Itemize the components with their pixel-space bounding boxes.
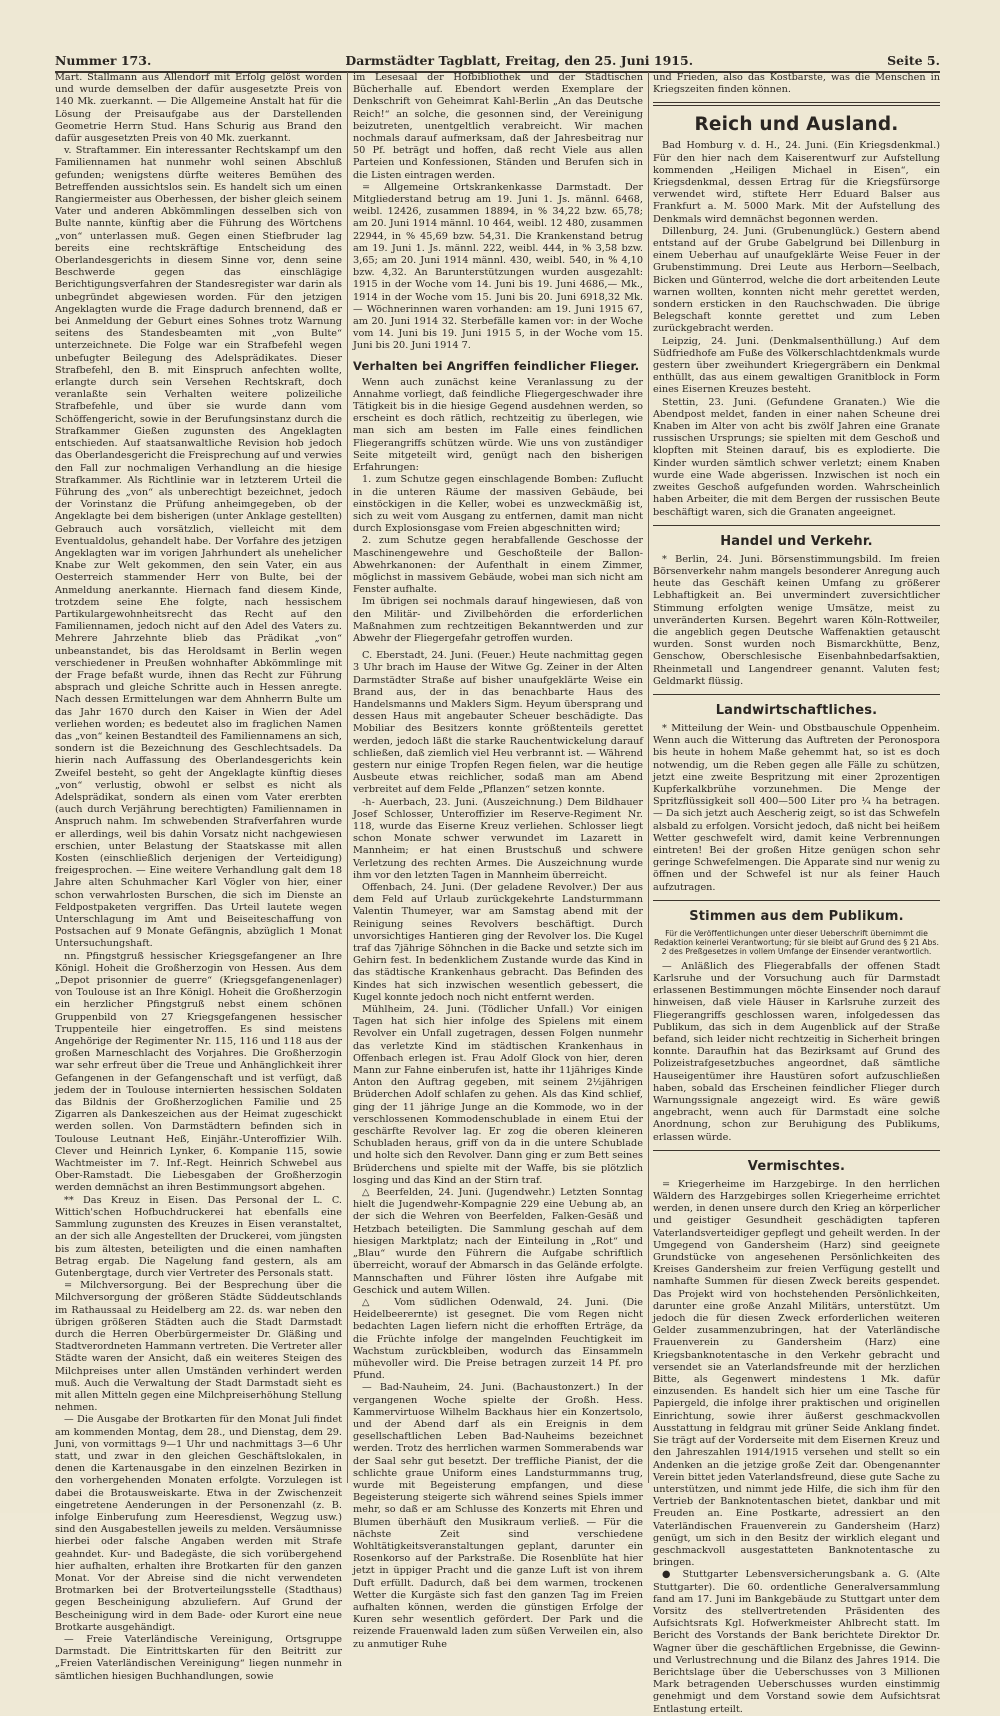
article-milchversorgung: = Milchversorgung. Bei der Besprechung über die Milchversorgung der größeren Städte Süddeutschlands im Rathaussaal zu Heidelberg am 22. ds. war neben den übrigen größeren Städten auch die Stadt Darmstadt durch die Herren Oberbürgermeister Dr. Gläßing und Stadtverordneten Hammann vertreten. Die Vertreter aller Städte waren der Ansicht, daß ein weiteres Steigen des Milchpreises unter allen Umständen verhindert werden muß. Auch die Verwaltung der Stadt Darmstadt sieht es mit allen Mitteln gegen eine Milchpreiserhöhung Stellung nehmen. — [55, 1280, 342, 1414]
section-divider — [653, 900, 940, 901]
article-kreuz-in-eisen: ** Das Kreuz in Eisen. Das Personal der L. C. Wittich'schen Hofbuchdruckerei hat ebenfalls eine Sammlung zugunsten des Kreuzes in Eisen veranstaltet, an der sich alle Angestellten der Druckerei, vom jüngsten bis zum ältesten, beteiligten und die einen namhaften Betrag ergab. Die Nagelung fand gestern, als am Gutenbergtage, durch vier Vertreter des Personals statt. — [55, 1194, 342, 1279]
article-bad-homburg: Bad Homburg v. d. H., 24. Juni. (Ein Kriegsdenkmal.) Für den hier nach dem Kaiserentwurf zur Aufstellung kommenden „Heiligen Michael in Eisen“, ein Kriegsdenkmal, dessen Ertrag für die Kriegsfürsorge verwendet wird, stiftete Herr Eduard Balser aus Frankfurt a. M. 5000 Mark. Mit der Aufstellung des Denkmals wird demnächst begonnen werden. — [653, 140, 940, 225]
section-divider — [653, 1150, 940, 1151]
page-number: Seite 5. — [887, 53, 940, 68]
article-kriegerheime: = Kriegerheime im Harzgebirge. In den herrlichen Wäldern des Harzgebirges sollen Kriegerheime errichtet werden, in denen unsere durch den Krieg an körperlicher und geistiger Gesundheit geschädigten tapferen Vaterlandsverteidiger gepflegt und geheilt werden. In der Umgegend von Gandersheim (Harz) sind geeignete Grundstücke von angesehenen Persönlichkeiten des Kreises Gandersheim zur freien Verfügung gestellt und namhafte Summen für diesen Zweck bereits gespendet. Das Projekt wird von hochstehenden Persönlichkeiten, darunter eine große Anzahl Militärs, unterstützt. Um jedoch die für diesen Zweck erforderlichen weiteren Gelder zusammenzubringen, hat der Vaterländische Frauenverein zu Gandersheim (Harz) eine Kriegsbanknotentasche in den Verkehr gebracht und versendet sie an Vaterlandsfreunde mit der herzlichen Bitte, als Gegenwert mindestens 1 Mk. dafür einzusenden. Es handelt sich hier um eine Tasche für Papiergeld, die infolge ihrer praktischen und originellen Einrichtung, sowie ihrer äußerst geschmackvollen Ausstattung in feldgrau mit grüner Seide Anklang findet. Sie trägt auf der Vorderseite mit dem Eisernen Kreuz und den Jahreszahlen 1914/1915 versehen und stellt so ein Andenken an die jetzige große Zeit dar. Obengenannter Verein bittet jeden Vaterlandsfreund, diese gute Sache zu unterstützen, und nimmt jede Hilfe, die sich ihm für den Vertrieb der Banknotentaschen bietet, dankbar und mit Freuden an. Eine Postkarte, adressiert an den Vaterländischen Frauenverein zu Gandersheim (Harz) genügt, um sich in den Besitz der wirklich elegant und geschmackvoll ausgestatteten Banknotentasche zu bringen. — [653, 1178, 940, 1569]
masthead-title: Darmstädter Tagblatt, Freitag, den 25. Juni 1915. — [345, 53, 694, 68]
column-1 — [55, 72, 342, 1682]
section-heading-flieger: Verhalten bei Angriffen feindlicher Flieger. — [353, 358, 640, 373]
editorial-disclaimer: Für die Veröffentlichungen unter dieser Ueberschrift übernimmt die Redaktion keinerlei Verantwortung; für sie bleibt auf Grund des § 21 Abs. 2 des Preßgesetzes in vollem Umfange der Einsender verantwortlich. — [654, 928, 939, 956]
section-divider — [653, 105, 940, 106]
article-eberstadt: C. Eberstadt, 24. Juni. (Feuer.) Heute nachmittag gegen 3 Uhr brach im Hause der Witwe Gg. Zeiner in der Alten Darmstädter Straße auf bisher unaufgeklärte Weise ein Brand aus, der in das benachbarte Haus des Handelsmanns und Maklers Sigm. Heyum übersprang und dessen Haus mit angebauter Scheuer beschädigte. Das Mobiliar des Besitzers konnte größtenteils gerettet werden, jedoch läßt die starke Rauchentwickelung darauf schließen, daß ziemlich viel Heu verbrannt ist. — Während gestern nur einige Tropfen Regen fielen, war die heutige Ausbeute etwas reichlicher, sodaß man am Abend verbreitet auf dem Felde „Pflanzen“ setzen konnte. — [353, 650, 643, 796]
column-rule-1 — [347, 72, 348, 1483]
flieger-point-2: 2. zum Schutze gegen herabfallende Geschosse der Maschinengewehre und Geschoßteile der Ballon-Abwehrkanonen: der Aufenthalt in einem Zimmer, möglichst in massivem Gebäude, wobei man sich nicht am Fenster aufhalte. — [353, 535, 643, 596]
article-ortskrankenkasse: = Allgemeine Ortskrankenkasse Darmstadt. Der Mitgliederstand betrug am 19. Juni 1. Js. männl. 6468, weibl. 12426, zusammen 18894, in % 34,22 bzw. 65,78; am 20. Juni 1914 männl. 10 464, weibl. 12 480, zusammen 22944, in % 45,69 bzw. 54,31. Die Krankenstand betrug am 19. Juni 1. Js. männl. 222, weibl. 444, in % 3,58 bzw. 3,65; am 20. Juni 1914 männl. 430, weibl. 540, in % 4,10 bzw. 4,32. An Barunterstützungen wurden ausgezahlt: 1915 in der Woche vom 14. Juni bis 19. Juni 4686,— Mk., 1914 in der Woche vom 15. Juni bis 20. Juni 6918,32 Mk. — Wöchnerinnen waren vorhanden: am 19. Juni 1915 67, am 20. Juni 1914 32. Sterbefälle kamen vor: in der Woche vom 14. Juni bis 19. Juni 1915 5, in der Woche vom 15. Juni bis 20. Juni 1914 7. — [353, 181, 643, 352]
article-vaterlaendische-vereinigung: — Freie Vaterländische Vereinigung, Ortsgruppe Darmstadt. Die Eintrittskarten für den Beitritt zur „Freien Vaterländischen Vereinigung“ liegen nunmehr in sämtlichen hiesigen Buchhandlungen, sowie — [55, 1634, 342, 1682]
section-heading-landwirtschaft: Landwirtschaftliches. — [715, 702, 878, 718]
section-divider — [653, 694, 940, 695]
article-dillenburg: Dillenburg, 24. Juni. (Grubenunglück.) Gestern abend entstand auf der Grube Gabelgrund bei Dillenburg in einem Ueberhau auf unaufgeklärte Weise Feuer in der Grubenstimmung. Drei Leute aus Herborn—Seelbach, Bicken und Günterrod, welche die dort arbeitenden Leute warnen wollten, konnten nicht mehr gerettet werden, sondern ersticken in den Rauchschwaden. Die übrige Belegschaft konnte gerettet und zum Leben zurückgebracht werden. — [653, 225, 940, 335]
article-continued: im Lesesaal der Hofbibliothek und der Städtischen Bücherhalle auf. Ebendort werden Exemplare der Denkschrift von Geheimrat Kahl-Berlin „An das Deutsche Reich!“ an solche, die gesonnen sind, der Vereinigung beizutreten, unentgeltlich verabreicht. Wir machen nochmals darauf aufmerksam, daß der Jahresbeitrag nur 50 Pf. beträgt und hoffen, daß recht Viele aus allen Parteien und Konfessionen, Ständen und Berufen sich in die Listen eintragen werden. — [353, 72, 643, 181]
column-rule-2 — [648, 72, 649, 1483]
flieger-closing: Im übrigen sei nochmals darauf hingewiesen, daß von den Militär- und Zivilbehörden die erforderlichen Maßnahmen zum rechtzeitigen Bekanntwerden und zur Abwehr der Fliegergefahr getroffen wurden. — [353, 596, 643, 644]
article-beerfelden: △ Beerfelden, 24. Juni. (Jugendwehr.) Letzten Sonntag hielt die Jugendwehr-Kompagnie 229 eine Uebung ab, an der sich die Wehren von Beerfelden, Falken-Gesäß und Hetzbach beteiligten. Die Sammlung geschah auf dem hiesigen Marktplatz; nach der Einteilung in „Rot“ und „Blau“ wurde den Führern die Aufgabe schriftlich überreicht, worauf der Abmarsch in das Gelände erfolgte. Mannschaften und Führer lösten ihre Aufgabe mit Geschick und autem Willen. — [353, 1187, 643, 1296]
article-muehlheim: Mühlheim, 24. Juni. (Tödlicher Unfall.) Vor einigen Tagen hat sich hier infolge des Spielens mit einem Revolver ein Unfall zugetragen, dessen Folgen nunmehr das verletzte Kind im städtischen Krankenhaus in Offenbach erlegen ist. Frau Adolf Glock von hier, deren Mann zur Fahne einberufen ist, hatte ihr 11jähriges Kinde Anton den Auftrag gegeben, mit seinem 2½jährigen Brüderchen Adolf schlafen zu gehen. Als das Kind schlief, ging der 11 jährige Junge an die Kommode, wo in der verschlossenen Kommodenschublade in einem Etui der geschärfte Revolver lag. Er zog die oberen kleineren Schubladen heraus, griff von da in die untere Schublade und holte sich den Revolver. Dann ging er zum Bett seines Brüderchens und spielte mit der Waffe, bis sie plötzlich losging und das Kind an der Stirn traf. — [353, 1004, 643, 1186]
section-heading-stimmen: Stimmen aus dem Publikum. — [689, 908, 904, 924]
page-header — [55, 42, 940, 73]
article-preisaufgabe: Mart. Stallmann aus Allendorf mit Erfolg gelöst worden und wurde demselben der dafür ausgesetzte Preis von 140 Mk. zuerkannt. — Die Allgemeine Anstalt hat für die Lösung der Preisaufgabe aus der Darstellenden Geometrie Herrn Stud. Hans Schurig aus Brand den dafür ausgesetzten Preis von 40 Mk. zuerkannt. — [55, 72, 342, 145]
article-brotkarten: — Die Ausgabe der Brotkarten für den Monat Juli findet am kommenden Montag, dem 28., und Dienstag, dem 29. Juni, von vormittags 9—1 Uhr und nachmittags 3—6 Uhr statt, und zwar in den gleichen Geschäftslokalen, in denen die Kartenausgabe in den einzelnen Bezirken in den vorhergehenden Monaten erfolgte. Vorzulegen ist dabei die Brotausweiskarte. Etwa in der Zwischenzeit eingetretene Aenderungen in der Personenzahl (z. B. infolge Einberufung zum Heeresdienst, Wegzug usw.) sind den Ausgabestellen jeweils zu melden. Versäumnisse hierbei oder falsche Angaben werden mit Strafe geahndet. Kur- und Badegäste, die sich vorübergehend hier aufhalten, erhalten ihre Brotkarten für den ganzen Monat. Vor der Abreise sind die nicht verwendeten Brotmarken bei der Brotverteilungsstelle (Stadthaus) gegen Bescheinigung abzuliefern. Auf Grund der Bescheinigung wird in dem Bade- oder Kurort eine neue Brotkarte ausgehändigt. — [55, 1414, 342, 1633]
section-heading-vermischtes: Vermischtes. — [747, 1158, 846, 1174]
article-offenbach: Offenbach, 24. Juni. (Der geladene Revolver.) Der aus dem Feld auf Urlaub zurückgekehrte Landsturmmann Valentin Thumeyer, war am Samstag abend mit der Reinigung seines Revolvers beschäftigt. Durch unvorsichtiges Hantieren ging der Revolver los. Die Kugel traf das 7jährige Söhnchen in die Backe und setzte sich im Gehirn fest. In bedenklichem Zustande wurde das Kind in das städtische Krankenhaus gebracht. Das Befinden des Kindes hat sich inzwischen wesentlich gebessert, die Kugel konnte jedoch noch nicht entfernt werden. — [353, 882, 643, 1003]
article-boerse: * Berlin, 24. Juni. Börsenstimmungsbild. Im freien Börsenverkehr nahm mangels besonderer Anregung auch heute das Geschäft keinen Umfang zu größerer Lebhaftigkeit an. Bei unvermindert zuversichtlicher Stimmung erfolgten wenige Umsätze, meist zu unveränderten Kursen. Begehrt waren Köln-Rottweiler, die angeblich gegen Deutsche Waffenaktien getauscht wurden. Sonst wurden noch Bismarckhütte, Benz, Genschow, Oberschlesische Eisenbahnbedarfsaktien, Rheinmetall und Langendreer genannt. Valuten fest; Geldmarkt flüssig. — [653, 553, 940, 687]
column-3 — [653, 72, 940, 1715]
article-bad-nauheim: — Bad-Nauheim, 24. Juni. (Bachaustonzert.) In der vergangenen Woche spielte der Großh. Hess. Kammervirtuose Wilhelm Backhaus hier ein Konzertsolo, und der Abend darf als ein Ereignis in dem gesellschaftlichen Leben Bad-Nauheims bezeichnet werden. Trotz des herrlichen warmen Sommerabends war der Saal sehr gut besetzt. Der treffliche Pianist, der die schlichte graue Uniform eines Landsturmmanns trug, wurde mit Begeisterung empfangen, und diese Begeisterung steigerte sich während seines Spiels immer mehr, so daß er am Schlusse des Konzerts mit Ehren und Blumen überhäuft den Musikraum verließ. — Für die nächste Zeit sind verschiedene Wohltätigkeitsveranstaltungen geplant, darunter ein Rosenkorso auf der Parkstraße. Die Rosenblüte hat hier jetzt in üppiger Pracht und die ganze Luft ist von ihrem Duft erfüllt. Dadurch, daß bei dem warmen, trockenen Wetter die Kurgäste sich fast den ganzen Tag im Freien aufhalten können, werden die günstigen Erfolge der Kuren sehr wesentlich gefördert. Der Park und die reizende Frauenwald laden zum süßen Verweilen ein, also zu anmutiger Ruhe — [353, 1382, 643, 1650]
flieger-point-1: 1. zum Schutze gegen einschlagende Bomben: Zuflucht in die unteren Räume der massiven Gebäude, bei einstöckigen in die Keller, wobei es unzweckmäßig ist, sich zu weit vom Ausgang zu entfernen, damit man nicht durch Explosionsgase vom Freien abgeschnitten wird; — [353, 474, 643, 535]
column-2 — [353, 72, 643, 1650]
issue-number: Nummer 173. — [55, 53, 152, 68]
section-heading-reich: Reich und Ausland. — [694, 114, 899, 136]
article-stettin: Stettin, 23. Juni. (Gefundene Granaten.) Wie die Abendpost meldet, fanden in einer nahen Scheune drei Knaben im Alter von acht bis zwölf Jahren eine Granate russischen Ursprungs; sie spielten mit dem Geschoß und klopften mit Steinen darauf, bis es explodierte. Die Kinder wurden sämtlich schwer verletzt; einem Knaben wurde eine Wade abgerissen. Inzwischen ist noch ein zweites Geschoß aufgefunden worden. Wahrscheinlich haben Arbeiter, die mit dem Bergen der russischen Beute beschäftigt waren, sich die Granaten angeeignet. — [653, 396, 940, 518]
article-oppenheim: * Mitteilung der Wein- und Obstbauschule Oppenheim. Wenn auch die Witterung das Auftreten der Peronospora bis heute in hohem Maße gehemmt hat, so ist es doch notwendig, um die Reben gegen alle Fälle zu schützen, jetzt eine zweite Bespritzung mit einer 2prozentigen Kupferkalkbrühe vorzunehmen. Die Menge der Spritzflüssigkeit soll 400—500 Liter pro ¼ ha betragen. — Da sich jetzt auch Aescherig zeigt, so ist das Schwefeln alsbald zu erfolgen. Vorsicht jedoch, daß nicht bei heißem Wetter geschwefelt wird, damit keine Verbrennungen eintreten! Bei der großen Hitze genügen schon sehr geringe Schwefelmengen. Die Apparate sind nur wenig zu öffnen und der Schwefel ist nur als feiner Hauch aufzutragen. — [653, 722, 940, 893]
article-continued: und Frieden, also das Kostbarste, was die Menschen in Kriegszeiten finden können. — [653, 72, 940, 96]
section-divider — [653, 102, 940, 103]
article-pfingstgruss: nn. Pfingstgruß hessischer Kriegsgefangener an Ihre Königl. Hoheit die Großherzogin von Hessen. Aus dem „Depot prisonnier de guerre“ (Kriegsgefangenenlager) von Toulouse ist an Ihre Königl. Hoheit die Großherzogin ein herzlicher Pfingstgruß nebst einem schönen Gruppenbild von 27 Kriegsgefangenen hessischer Truppenteile hier eingetroffen. Es sind meistens Angehörige der Regimenter Nr. 115, 116 und 118 aus der großen Marneschlacht des Vorjahres. Die Großherzogin war sehr erfreut über die Treue und Anhänglichkeit ihrer Gefangenen in der Gefangenschaft und ist verfügt, daß jedem der in Toulouse internierten hessischen Soldaten das Bildnis der Großherzoglichen Familie und 25 Zigarren als Dankeszeichen aus der Heimat zugeschickt werden sollen. Von Darmstädtern befinden sich in Toulouse Leutnant Heß, Einjähr.-Unteroffizier Wilh. Clever und Heinrich Lynker, 6. Kompanie 115, sowie Wachtmeister im 7. Inf.-Regt. Heinrich Schwebel aus Ober-Ramstadt. Die Liebesgaben der Großherzogin werden demnächst an ihren Bestimmungsort abgehen. — [55, 950, 342, 1194]
section-divider — [653, 525, 940, 526]
article-leipzig: Leipzig, 24. Juni. (Denkmalsenthüllung.) Auf dem Südfriedhofe am Fuße des Völkerschlachtdenkmals wurde gestern über zweihundert Kriegergräbern ein Denkmal enthüllt, das aus einem gewaltigen Granitblock in Form eines Eisernen Kreuzes besteht. — [653, 335, 940, 396]
section-heading-handel: Handel und Verkehr. — [720, 533, 873, 549]
article-stuttgarter: ● Stuttgarter Lebensversicherungsbank a. G. (Alte Stuttgarter). Die 60. ordentliche Generalversammlung fand am 17. Juni im Bankgebäude zu Stuttgart unter dem Vorsitz des stellvertretenden Präsidenten des Aufsichtsrats Kgl. Hofwerkmeister Ahlbrecht statt. Im Bericht des Vorstands der Bank berichtete Direktor Dr. Wagner über die geschäftlichen Ergebnisse, die Gewinn- und Verlustrechnung und die Bilanz des Jahres 1914. Die Berichtslage über die Ueberschusses von 3 Millionen Mark betragenden Ueberschusses wurden einstimmig genehmigt und dem Vorstand sowie dem Aufsichtsrat Entlastung erteilt. — [653, 1569, 940, 1715]
article-stimmen: — Anläßlich des Fliegerabfalls der offenen Stadt Karlsruhe und der Vorsuchung auch für Darmstadt erlassenen Bestimmungen möchte Einsender noch darauf hinweisen, daß viele Häuser in Karlsruhe zurzeit des Fliegerangriffs geschlossen waren, infolgedessen das Publikum, das sich in dem Augenblick auf der Straße befand, sich leider nicht rechtzeitig in Sicherheit bringen konnte. Daraufhin hat das Bezirksamt auf Grund des Polizeistrafgesetzbuches angeordnet, daß sämtliche Hauseigentümer ihre Haustüren sofort aufzuschließen haben, sobald das Erscheinen feindlicher Flieger durch Warnungssignale angezeigt wird. Es wäre gewiß angebracht, wenn auch für Darmstadt eine solche Anordnung, schon zur Beruhigung des Publikums, erlassen würde. — [653, 960, 940, 1143]
article-strafkammer: v. Straftammer. Ein interessanter Rechtskampf um den Familiennamen hat nunmehr wohl seinen Abschluß gefunden; wenigstens dürfte weiteres Bemühen des Betreffenden aussichtslos sein. Es handelt sich um einen Rangiermeister aus Oberhessen, der bisher gleich seinem Vater und anderen Abkömmlingen desselben sich von Bulte nannte, künftig aber die Führung des Wörtchens „von“ unterlassen muß. Gegen einen Stiefbruder lag bereits eine rechtskräftige Entscheidung des Oberlandesgerichts in diesem Sinne vor, denn seine Beschwerde gegen das einschlägige Berichtigungsverfahren der Standesregister war darin als unbegründet abgewiesen worden. Für den jetzigen Angeklagten wurde die Frage dadurch brennend, daß er bei Anmeldung der Geburt eines Sohnes trotz Warnung seitens des Standesbeamten mit „von Bulte“ unterzeichnete. Die Folge war ein Strafbefehl wegen unbefugter Beilegung des Adelsprädikates. Dieser Strafbefehl, den B. mit Einspruch anfechten wollte, erlangte durch sein Versehen Rechtskraft, doch veranlaßte sein Verhalten weitere polizeiliche Strafbefehle, und über sie wurde dann vom Schöffengericht, sowie in der Berufungsinstanz durch die Strafkammer Gießen zugunsten des Angeklagten entschieden. Auf staatsanwaltliche Revision hob jedoch das Oberlandesgericht die Freisprechung auf und verwies den Fall zur nochmaligen Verhandlung an die hiesige Strafkammer. Als Richtlinie war in letzterem Urteil die Führung des „von“ als unberechtigt bezeichnet, jedoch der Vorinstanz die Prüfung anheimgegeben, ob der Angeklagte bei dem bisherigen (unter Anklage gestellten) Gebrauch auch vorsätzlich, vielleicht mit dem Eventualdolus, gehandelt habe. Der Vorfahre des jetzigen Angeklagten war im vorigen Jahrhundert als unehelicher Knabe zur Welt gekommen, den sein Vater, ein aus Oesterreich stammender Herr von Bulte, bei der Anmeldung anerkannte. Hiernach fand diesem Kinde, trotzdem seine Ehe folgte, nach hessischem Partikulargewohnheitsrecht das Recht auf den Familiennamen, jedoch nicht auf den Adel des Vaters zu. Mehrere Jahrzehnte blieb das Prädikat „von“ unbeanstandet, bis das Heroldsamt in Berlin wegen verschiedener in Preußen wohnhafter Abkömmlinge mit der Frage befaßt wurde, ihnen das Recht zur Führung absprach und gleiche Schritte auch in Hessen anregte. Nach dessen Ermittelungen war dem Ahnherrn Bulte um das Jahr 1670 durch den Kaiser in Wien der Adel verliehen worden; es bedeutet also im fraglichen Namen das „von“ keinen Bestandteil des Familiennamens an sich, sondern ist die Bezeichnung des Geschlechtsadels. Da hierin nach Auffassung des Oberlandesgerichts kein Zweifel besteht, so geht der Angeklagte künftig dieses „von“ verlustig, obwohl er selbst es nicht als Adelsprädikat, sondern als einen vom Vater ererbten (auch durch Verjährung berechtigten) Familiennamen in Anspruch nahm. Im schwebenden Strafverfahren wurde er allerdings, weil bis dahin Vorsatz nicht nachgewiesen erschien, unter Belastung der Staatskasse mit allen Kosten (einschließlich derjenigen der Verteidigung) freigesprochen. — Eine weitere Verhandlung galt dem 18 Jahre alten Schuhmacher Karl Vögler von hier, einer schon verwahrlosten Burschen, die sich im Dienste an Feldpostpaketen vergriffen. Das Urteil lautete wegen Unterschlagung im Amt und Beiseiteschaffung von Postsachen auf 9 Monate Gefängnis, abzüglich 1 Monat Untersuchungshaft. — [55, 145, 342, 950]
article-odenwald: △ Vom südlichen Odenwald, 24. Juni. (Die Heidelbeerernte) ist gesegnet. Die vom Regen nicht bedachten Lagen liefern nicht die erhofften Erträge, da die Früchte infolge der mangelnden Feuchtigkeit im Wachstum zurückbleiben, wodurch das Einsammeln mühevoller wird. Die Preise betragen zurzeit 14 Pf. pro Pfund. — [353, 1296, 643, 1382]
article-auerbach: -h- Auerbach, 23. Juni. (Auszeichnung.) Dem Bildhauer Josef Schlosser, Unteroffizier im Reserve-Regiment Nr. 118, wurde das Eiserne Kreuz verliehen. Schlosser liegt schon Monate schwer verwundet im Lazarett in Mannheim; er hat einen Brustschuß und schwere Verletzung des rechten Armes. Die Auszeichnung wurde ihm vor den letzten Tagen in Mannheim überreicht. — [353, 796, 643, 881]
flieger-intro: Wenn auch zunächst keine Veranlassung zu der Annahme vorliegt, daß feindliche Fliegergeschwader ihre Tätigkeit bis in die hiesige Gegend ausdehnen werden, so erscheint es doch rätlich, rechtzeitig zu überlegen, wie man sich am besten im Falle eines feindlichen Fliegerangriffs schützen würde. Wie uns von zuständiger Seite mitgeteilt wird, genügt nach den bisherigen Erfahrungen: — [353, 376, 643, 474]
